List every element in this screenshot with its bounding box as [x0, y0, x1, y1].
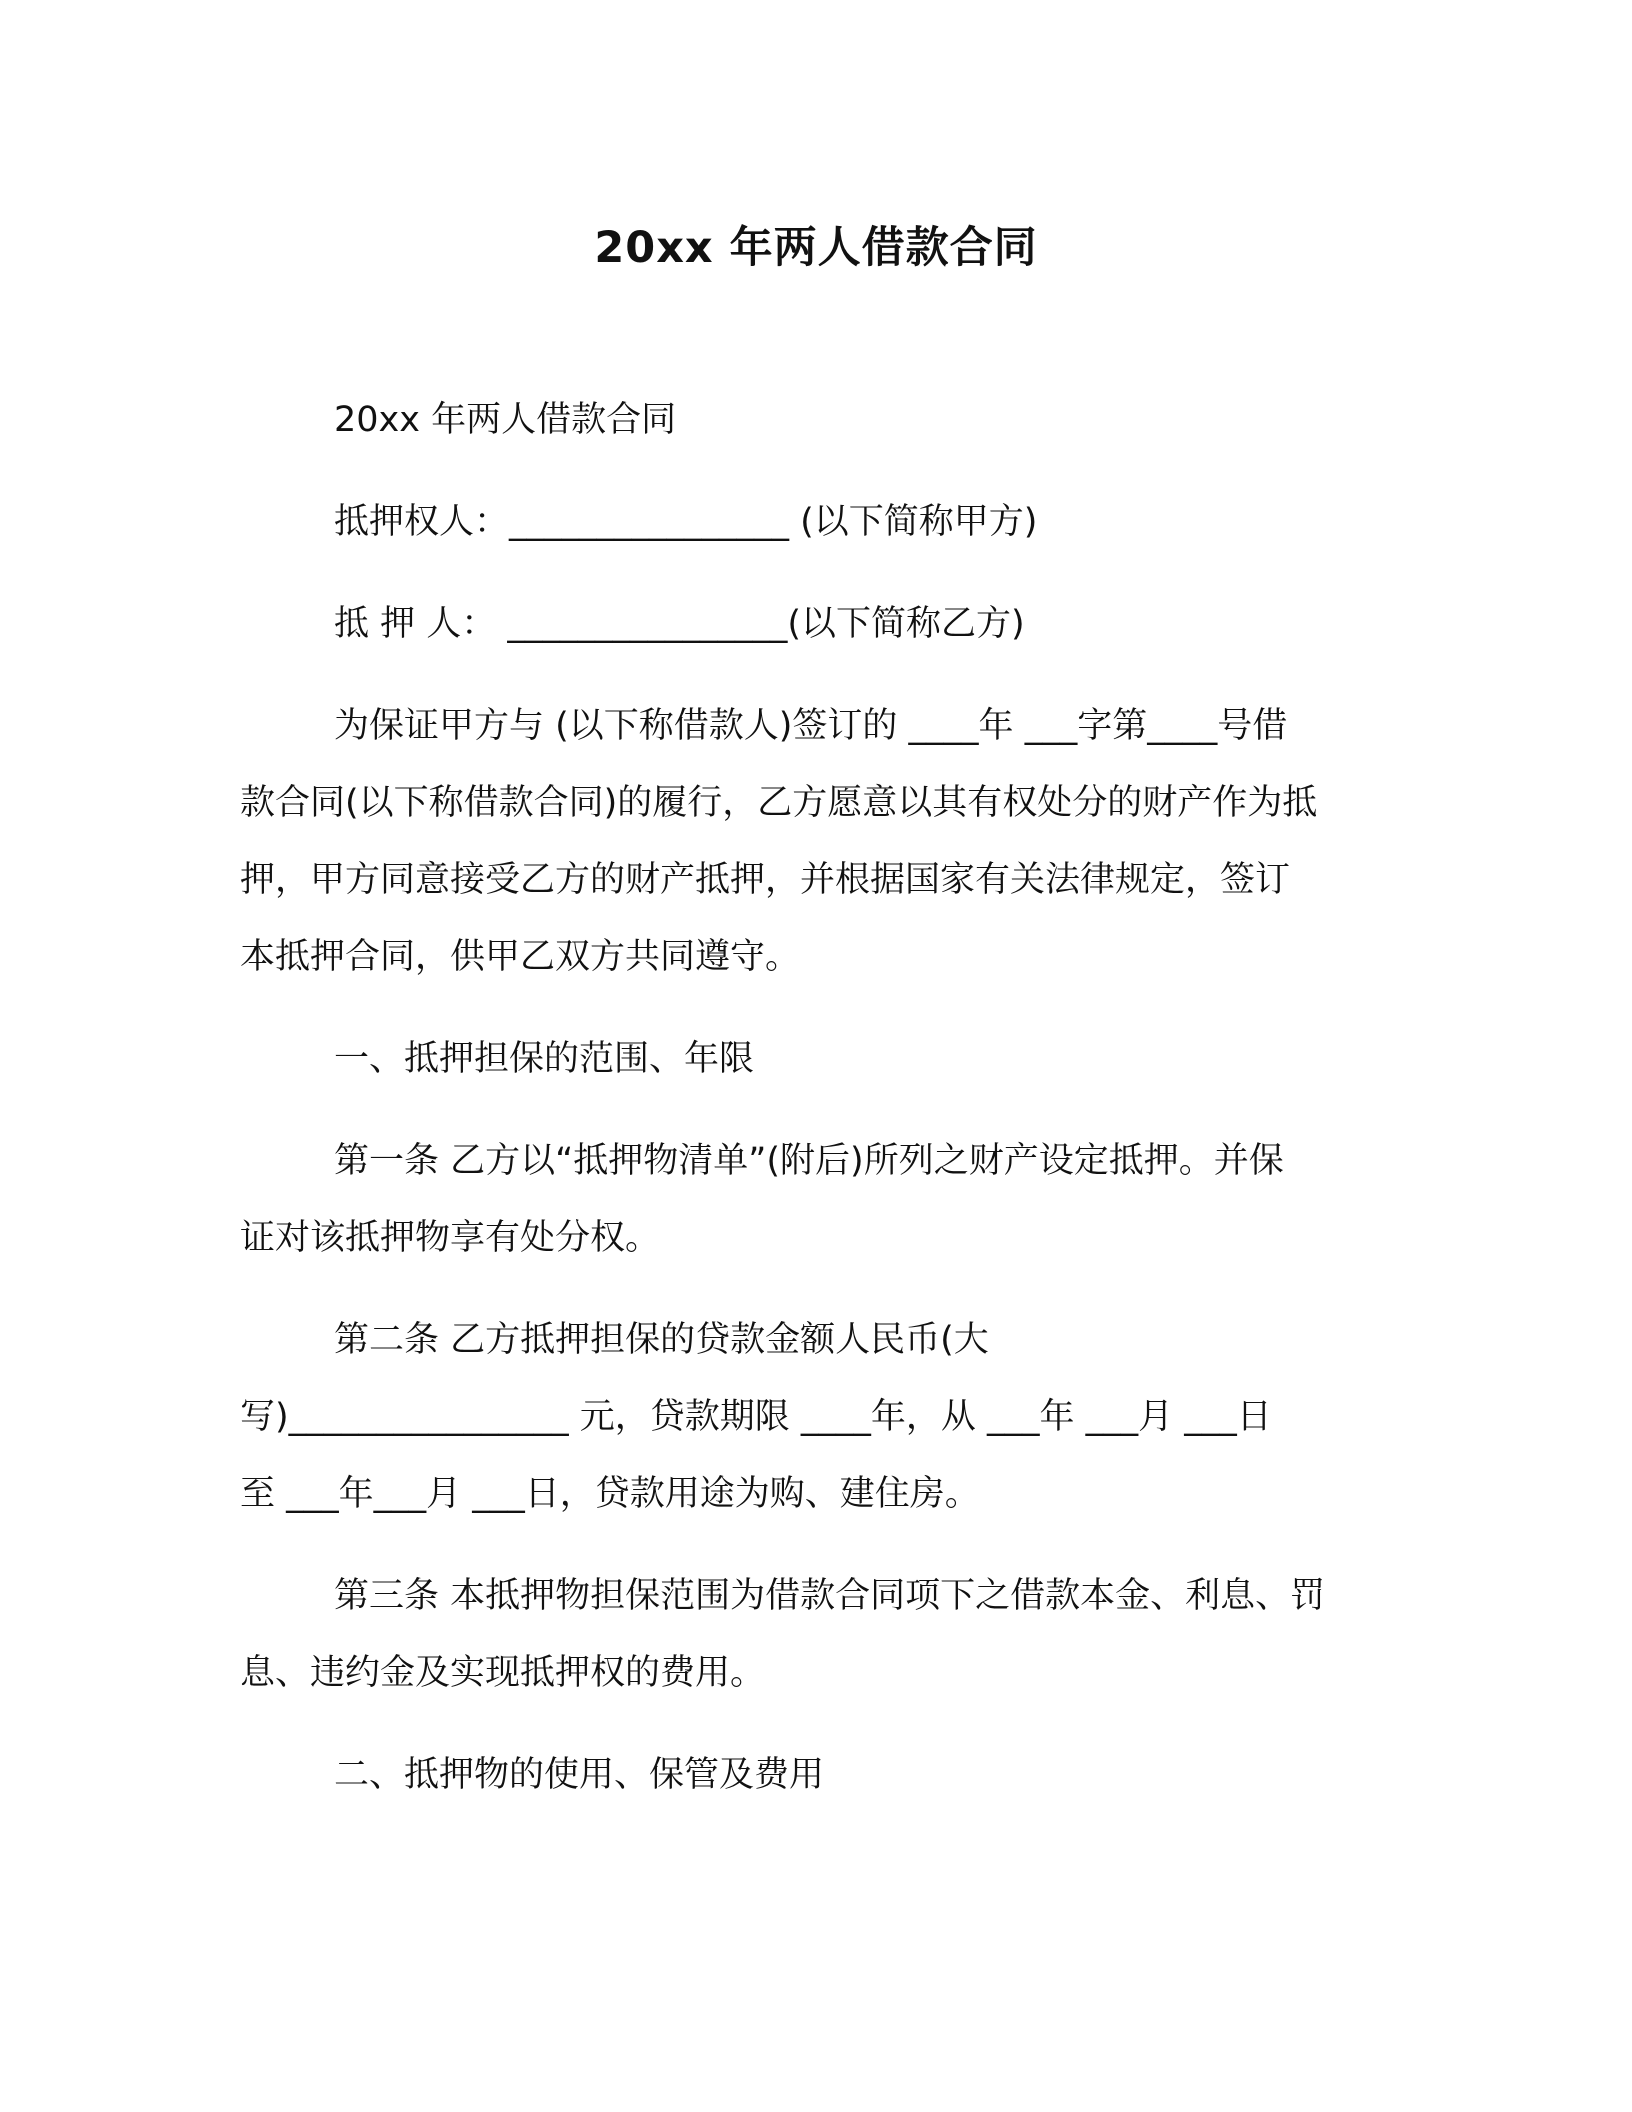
article-2-line-3: 至 ___年___月 ___日，贷款用途为购、建住房。 [240, 1474, 980, 1514]
document-title: 20xx 年两人借款合同 [594, 223, 1038, 273]
article-2-line-2: 写)________________ 元，贷款期限 ____年，从 ___年 ___月 ___日 [240, 1397, 1272, 1437]
subtitle-line: 20xx 年两人借款合同 [334, 400, 677, 440]
article-3-line-2: 息、违约金及实现抵押权的费用。 [240, 1653, 766, 1693]
preamble-line-1: 为保证甲方与 (以下称借款人)签订的 ____年 ___字第____号借 [334, 706, 1288, 746]
article-3-line-1: 第三条 本抵押物担保范围为借款合同项下之借款本金、利息、罚 [334, 1576, 1326, 1616]
article-1-line-1: 第一条 乙方以“抵押物清单”(附后)所列之财产设定抵押。并保 [334, 1141, 1284, 1181]
preamble-line-4: 本抵押合同，供甲乙双方共同遵守。 [240, 937, 801, 977]
mortgagor-line: 抵 押 人： ________________(以下简称乙方) [334, 604, 1025, 644]
section-heading-2: 二、抵押物的使用、保管及费用 [334, 1755, 825, 1795]
preamble-line-2: 款合同(以下称借款合同)的履行，乙方愿意以其有权处分的财产作为抵 [240, 783, 1318, 823]
mortgagee-line: 抵押权人：________________ (以下简称甲方) [334, 502, 1038, 542]
article-2-line-1: 第二条 乙方抵押担保的贷款金额人民币(大 [334, 1320, 989, 1360]
section-heading-1: 一、抵押担保的范围、年限 [334, 1039, 755, 1079]
article-1-line-2: 证对该抵押物享有处分权。 [240, 1218, 661, 1258]
preamble-line-3: 押，甲方同意接受乙方的财产抵押，并根据国家有关法律规定，签订 [240, 860, 1291, 900]
